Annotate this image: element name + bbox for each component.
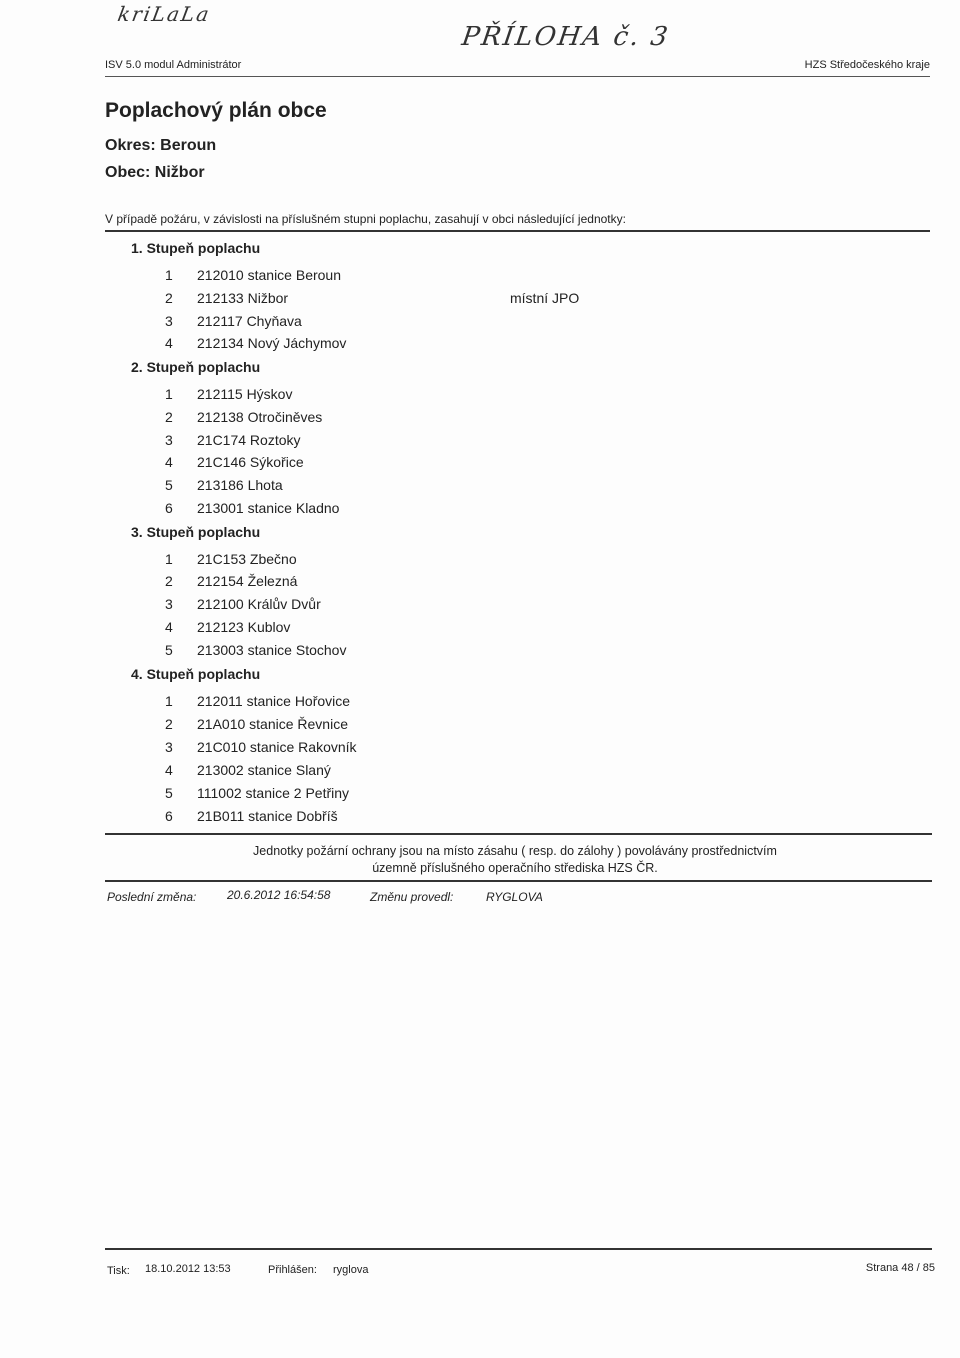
- unit-name: 111002 stanice 2 Petřiny: [197, 785, 350, 801]
- unit-number: 3: [165, 596, 173, 612]
- unit-name: 21A010 stanice Řevnice: [197, 716, 348, 732]
- system-header-left: ISV 5.0 modul Administrátor: [105, 59, 242, 71]
- intro-text: V případě požáru, v závislosti na příslušném stupni poplachu, zasahují v obci následující jednotky:: [105, 212, 626, 226]
- unit-name: 213001 stanice Kladno: [197, 500, 340, 516]
- unit-number: 4: [165, 335, 173, 351]
- unit-name: 212100 Králův Dvůr: [197, 596, 321, 612]
- unit-number: 3: [165, 739, 173, 755]
- unit-name: 212133 Nižbor: [197, 290, 289, 306]
- unit-number: 6: [165, 808, 173, 824]
- district-label: Okres: Beroun: [105, 137, 217, 154]
- unit-name: 212011 stanice Hořovice: [197, 693, 351, 709]
- unit-name: 21C146 Sýkořice: [197, 454, 304, 470]
- changed-by-label: Změnu provedl:: [370, 890, 454, 904]
- header-divider: [105, 76, 930, 77]
- unit-number: 3: [165, 313, 173, 329]
- unit-number: 5: [165, 477, 173, 493]
- unit-name: 212138 Otročiněves: [197, 409, 323, 425]
- stage-4-title: 4. Stupeň poplachu: [131, 666, 261, 682]
- unit-number: 2: [165, 716, 173, 732]
- unit-name: 21C153 Zbečno: [197, 551, 297, 567]
- unit-name: 212154 Železná: [197, 573, 298, 589]
- unit-number: 4: [165, 454, 173, 470]
- stage-1-title: 1. Stupeň poplachu: [131, 240, 261, 256]
- footer-divider: [105, 1248, 932, 1250]
- list-end-divider: [105, 833, 932, 835]
- unit-number: 6: [165, 500, 173, 516]
- unit-name: 212134 Nový Jáchymov: [197, 335, 347, 351]
- unit-number: 1: [165, 267, 173, 283]
- local-unit-note: místní JPO: [510, 290, 580, 306]
- login-label: Přihlášen:: [268, 1264, 317, 1276]
- stage-2-title: 2. Stupeň poplachu: [131, 359, 261, 375]
- unit-name: 212117 Chyňava: [197, 313, 302, 329]
- unit-number: 4: [165, 619, 173, 635]
- unit-number: 4: [165, 762, 173, 778]
- unit-number: 2: [165, 409, 173, 425]
- print-datetime: 18.10.2012 13:53: [145, 1263, 231, 1275]
- system-header-right: HZS Středočeského kraje: [804, 59, 930, 71]
- unit-name: 213003 stanice Stochov: [197, 642, 347, 658]
- last-change-label: Poslední změna:: [107, 890, 197, 904]
- footnote-divider: [105, 880, 932, 882]
- print-label: Tisk:: [107, 1265, 130, 1277]
- unit-number: 1: [165, 551, 173, 567]
- page-title: Poplachový plán obce: [105, 99, 327, 122]
- unit-number: 2: [165, 573, 173, 589]
- unit-name: 21C010 stanice Rakovník: [197, 739, 357, 755]
- unit-name: 213002 stanice Slaný: [197, 762, 331, 778]
- unit-name: 212123 Kublov: [197, 619, 291, 635]
- login-user: ryglova: [333, 1264, 369, 1276]
- unit-number: 1: [165, 693, 173, 709]
- unit-name: 21C174 Roztoky: [197, 432, 301, 448]
- intro-divider: [105, 230, 930, 232]
- unit-name: 212010 stanice Beroun: [197, 267, 341, 283]
- footnote-line-2: územně příslušného operačního střediska HZS ČR.: [372, 861, 658, 875]
- stage-3-title: 3. Stupeň poplachu: [131, 524, 261, 540]
- handwritten-attachment-label: PŘÍLOHA č. 3: [459, 22, 672, 52]
- footnote: [215, 843, 815, 877]
- unit-number: 3: [165, 432, 173, 448]
- unit-number: 5: [165, 785, 173, 801]
- unit-number: 2: [165, 290, 173, 306]
- unit-number: 5: [165, 642, 173, 658]
- handwritten-note-top-left: kriLaLa: [115, 2, 213, 26]
- footnote-line-1: Jednotky požární ochrany jsou na místo zásahu ( resp. do zálohy ) povolávány prostřednictvím: [253, 844, 777, 858]
- changed-by-name: RYGLOVA: [486, 890, 543, 904]
- last-change-datetime: 20.6.2012 16:54:58: [227, 888, 331, 902]
- unit-name: 212115 Hýskov: [197, 386, 293, 402]
- municipality-label: Obec: Nižbor: [105, 164, 205, 181]
- unit-number: 1: [165, 386, 173, 402]
- page-number: Strana 48 / 85: [865, 1262, 935, 1274]
- unit-name: 21B011 stanice Dobříš: [197, 808, 338, 824]
- unit-name: 213186 Lhota: [197, 477, 283, 493]
